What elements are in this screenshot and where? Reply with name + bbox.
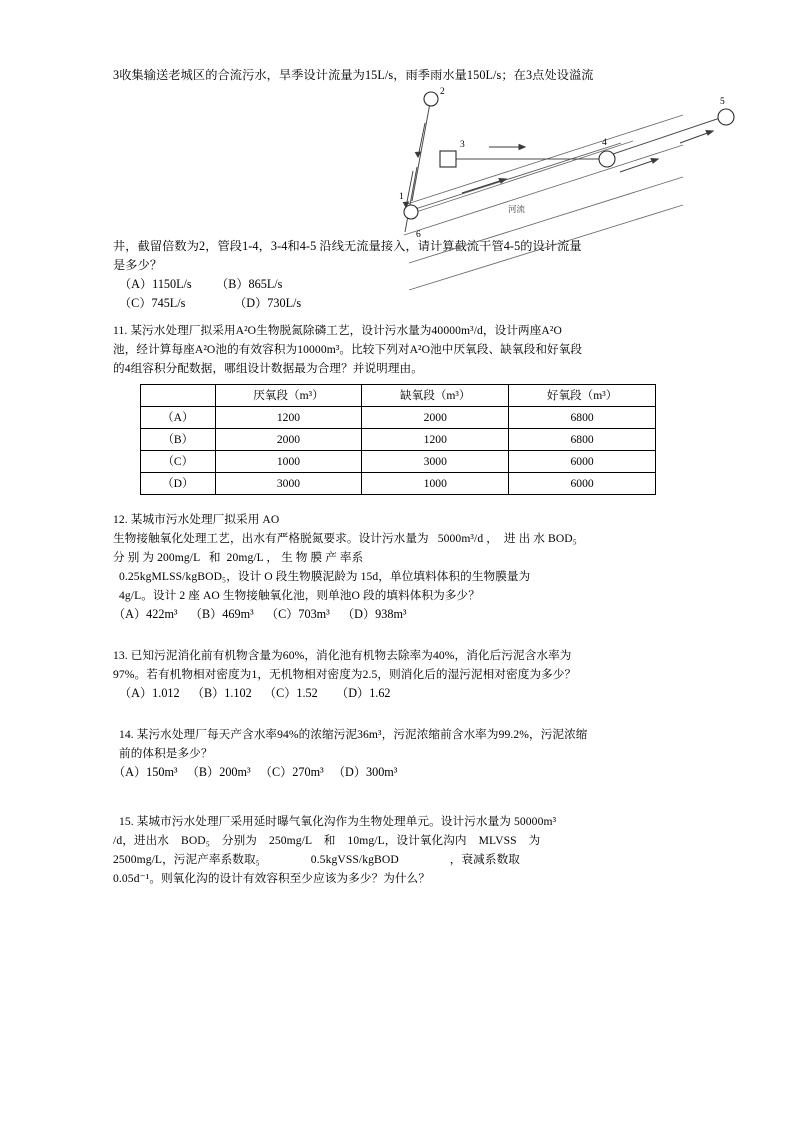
volume-allocation-table (140, 384, 656, 495)
q10-continuation-line-2: 是多少？ (113, 258, 163, 272)
pipe-4-5 (613, 118, 720, 154)
node-3-box (440, 151, 456, 167)
question-15-block (113, 812, 683, 888)
question-14-block (113, 725, 683, 782)
q12-line-3: 分 别 为 200mg/L 和 20mg/L ， 生 物 膜 产 率系 (113, 551, 364, 564)
table-cell-anoxic: 1200 (362, 429, 509, 451)
node-label-4: 4 (602, 138, 607, 148)
q10-options-row-2: （C）745L/s （D）730L/s (119, 296, 302, 310)
node-label-1: 1 (399, 192, 404, 202)
river-label: 河流 (508, 204, 526, 214)
node-1-circle (404, 205, 418, 219)
table-cell-option: （D） (141, 473, 216, 495)
table-row (141, 407, 656, 429)
q12-line-2: 生物接触氧化处理工艺，出水有严格脱氮要求。设计污水量为 5000m³/d ， 进 出 水 BOD₅ (113, 532, 577, 545)
q12-line-4: 0.25kgMLSS/kgBOD₅，设计 O 段生物膜泥龄为 15d，单位填料体积的生物膜量为 (119, 570, 531, 583)
table-header-row (141, 385, 656, 407)
q15-line-4: 0.05d⁻¹。则氧化沟的设计有效容积至少应该为多少？为什么？ (113, 872, 431, 885)
q14-line-2: 前的体积是多少？ (119, 747, 213, 760)
question-10-block (113, 66, 725, 313)
segment-3-6 (405, 167, 417, 232)
question-11-block (113, 321, 683, 495)
table-cell-anoxic: 3000 (362, 451, 509, 473)
q12-line-1: 12. 某城市污水处理厂拟采用 AO (113, 513, 280, 526)
table-row (141, 473, 656, 495)
table-header-cell-0 (141, 385, 216, 407)
q10-continuation-line-1: 井，截留倍数为2，管段1-4，3-4和4-5 沿线无流量接入，请计算截流干管4-5的设计流量 (113, 239, 582, 253)
sewer-network-diagram (113, 85, 725, 240)
q15-line-3: 2500mg/L，污泥产率系数取₅ 0.5kgVSS/kgBOD ，衰减系数取 (113, 853, 520, 866)
spacer (113, 782, 683, 812)
node-label-3: 3 (460, 140, 465, 150)
table-cell-anoxic: 1000 (362, 473, 509, 495)
table-cell-anaerobic: 1200 (215, 407, 362, 429)
table-cell-anoxic: 2000 (362, 407, 509, 429)
spacer (113, 703, 683, 725)
table-cell-anaerobic: 1000 (215, 451, 362, 473)
table-cell-option: （A） (141, 407, 216, 429)
diagram-svg (113, 85, 725, 240)
document-content (113, 66, 725, 888)
q14-options: （A）150m³ （B）200m³ （C）270m³ （D）300m³ (113, 765, 398, 779)
q13-line-1: 13. 已知污泥消化前有机物含量为60%，消化池有机物去除率为40%，消化后污泥含水率为 (113, 649, 572, 662)
table-row (141, 451, 656, 473)
table-cell-aerobic: 6800 (509, 429, 656, 451)
spacer (113, 495, 683, 510)
q12-line-5: 4g/L。设计 2 座 AO 生物接触氧化池，则单池O 段的填料体积为多少？ (119, 589, 480, 602)
table-cell-option: （B） (141, 429, 216, 451)
table-header-cell-2: 缺氧段（m³） (362, 385, 509, 407)
node-4-circle (599, 151, 615, 167)
q15-line-1: 15. 某城市污水处理厂采用延时曝气氧化沟作为生物处理单元。设计污水量为 50000m³ (119, 815, 557, 828)
table-header-cell-3: 好氧段（m³） (509, 385, 656, 407)
node-2-circle (424, 92, 438, 106)
node-5-circle (718, 109, 734, 125)
table-cell-anaerobic: 2000 (215, 429, 362, 451)
table-cell-aerobic: 6000 (509, 473, 656, 495)
q10-options-row-1: （A）1150L/s （B）865L/s (119, 277, 283, 291)
q13-options: （A）1.012 （B）1.102 （C）1.52 （D）1.62 (119, 686, 391, 700)
q14-line-1: 14. 某污水处理厂每天产含水率94%的浓缩污泥36m³，污泥浓缩前含水率为99.2%，污泥浓缩 (119, 728, 588, 741)
table-cell-aerobic: 6000 (509, 451, 656, 473)
spacer (113, 313, 683, 321)
spacer (113, 624, 683, 646)
q11-line-3: 的4组容积分配数据，哪组设计数据最为合理？并说明理由。 (113, 362, 423, 375)
q12-options: （A）422m³ （B）469m³ （C）703m³ （D）938m³ (113, 607, 407, 621)
q13-line-2: 97%。若有机物相对密度为1，无机物相对密度为2.5，则消化后的湿污泥相对密度为多少？ (113, 668, 577, 681)
q15-line-2: /d，进出水 BOD₅ 分别为 250mg/L 和 10mg/L，设计氧化沟内 MLVSS 为 (113, 834, 541, 847)
q11-line-2: 池，经计算每座A²O池的有效容积为10000m³。比较下列对A²O池中厌氧段、缺氧段和好氧段 (113, 343, 583, 356)
q11-line-1: 11. 某污水处理厂拟采用A²O生物脱氮除磷工艺，设计污水量为40000m³/d，设计两座A²O (113, 324, 562, 337)
table-cell-anaerobic: 3000 (215, 473, 362, 495)
node-label-6: 6 (416, 230, 421, 240)
node-label-5: 5 (720, 97, 725, 107)
node-label-2: 2 (440, 87, 445, 97)
table-cell-aerobic: 6800 (509, 407, 656, 429)
question-12-block (113, 510, 683, 624)
table-cell-option: （C） (141, 451, 216, 473)
table-header-cell-1: 厌氧段（m³） (215, 385, 362, 407)
table-row (141, 429, 656, 451)
question-13-block (113, 646, 683, 703)
q10-header-line: 3收集输送老城区的合流污水，旱季设计流量为15L/s，雨季雨水量150L/s；在3点处设溢流 (113, 68, 594, 82)
